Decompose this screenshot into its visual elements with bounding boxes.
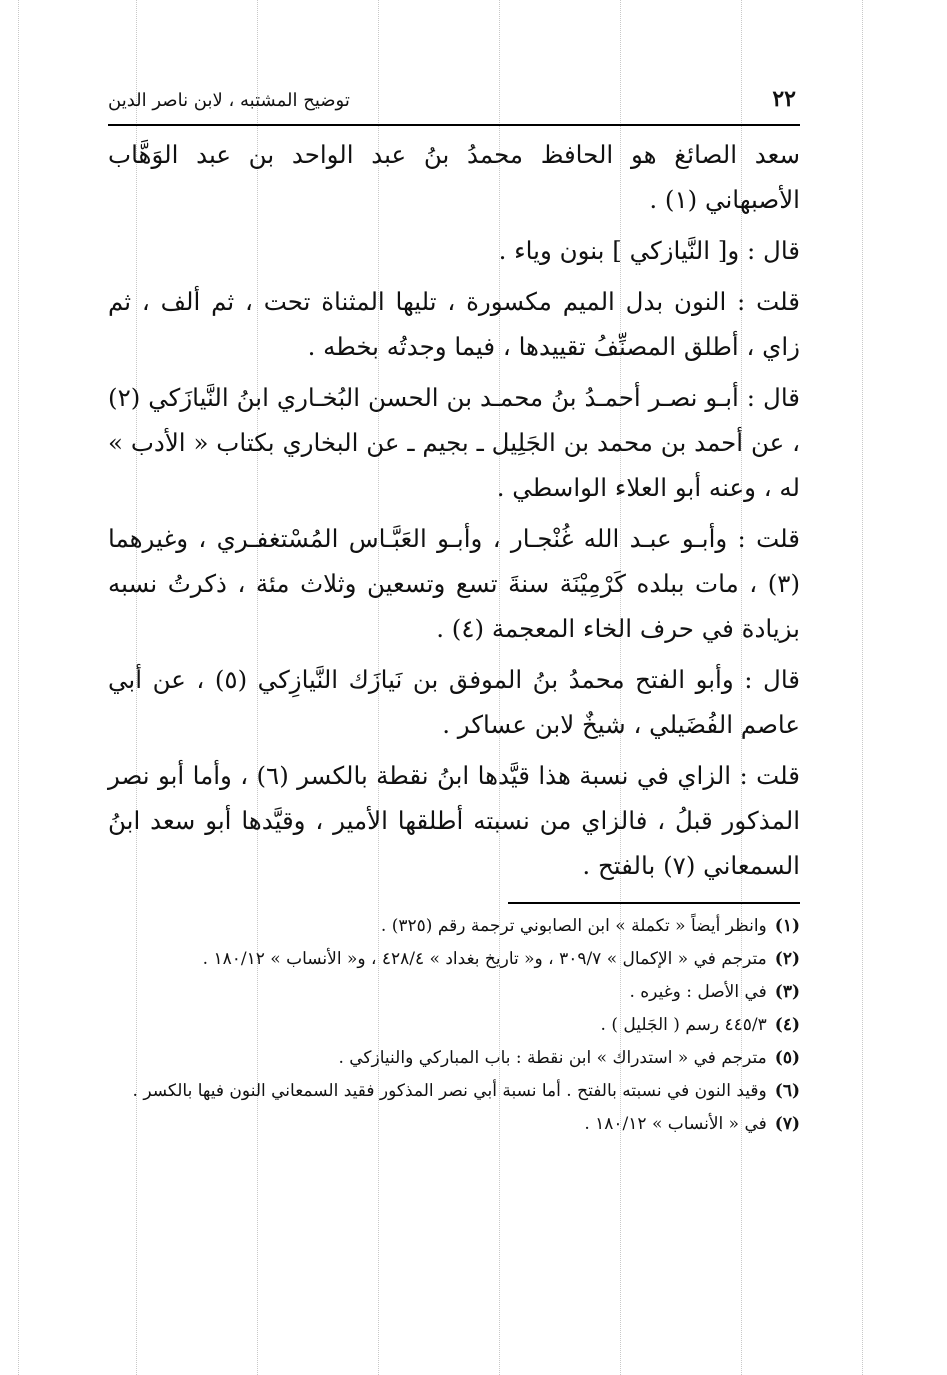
footnote-number: (٦)	[774, 1081, 800, 1101]
footnote-number: (٤)	[774, 1015, 800, 1035]
footnote-text: وانظر أيضاً « تكملة » ابن الصابوني ترجمة رقم (٣٢٥) .	[380, 916, 767, 936]
book-page	[108, 84, 800, 1143]
footnote-text: ٤٤٥/٣ رسم ( الجَليل ) .	[600, 1015, 767, 1035]
scan-guide-line	[18, 0, 19, 1375]
footnote-number: (٥)	[774, 1048, 800, 1068]
paragraph: قلت : النون بدل الميم مكسورة ، تليها المثناة تحت ، ثم ألف ، ثم زاي ، أطلق المصنِّفُ تقييدها ، فيما وجدتُه بخطه .	[108, 287, 800, 361]
book-title: توضيح المشتبه ، لابن ناصر الدين	[108, 90, 350, 111]
footnote-text: مترجم في « الإكمال » ٣٠٩/٧ ، و« تاريخ بغداد » ٤٢٨/٤ ، و« الأنساب » ١٨٠/١٢ .	[202, 949, 767, 969]
footnote-text: وقيد النون في نسبته بالفتح . أما نسبة أبي نصر المذكور فقيد السمعاني النون فيها بالكسر .	[132, 1081, 767, 1101]
page-number: ٢٢	[772, 86, 796, 112]
footnotes	[108, 912, 800, 1139]
paragraph: قال : و[ النَّيازكي ] بنون وياء .	[498, 236, 800, 265]
footnote	[108, 978, 800, 1007]
footnote	[108, 1044, 800, 1073]
footnote-number: (٧)	[774, 1114, 800, 1134]
footnote-separator	[508, 902, 800, 904]
footnote	[108, 912, 800, 941]
footnote-number: (٢)	[774, 949, 800, 969]
footnote-text: في الأصل : وغيره .	[629, 982, 767, 1002]
main-text	[108, 132, 800, 888]
paragraph: قلت : الزاي في نسبة هذا قيَّدها ابنُ نقطة بالكسر (٦) ، وأما أبو نصر المذكور قبلُ ، فالزاي من نسبته أطلقها الأمير ، وقيَّدها أبو سعد ابنُ السمعاني (٧) بالفتح .	[108, 761, 800, 880]
footnote-number: (٣)	[774, 982, 800, 1002]
paragraph: قلت : وأبـو عبـد الله غُنْجـار ، وأبـو العَبَّـاس المُسْتغفـري ، وغيرهما (٣) ، مات ببلده كَرْمِيْنَة سنةَ تسع وتسعين وثلاث مئة ، ذكرتُ نسبه بزيادة في حرف الخاء المعجمة (٤) .	[108, 524, 800, 643]
footnote-text: مترجم في « استدراك » ابن نقطة : باب المباركي والنيازكي .	[338, 1048, 767, 1068]
paragraph: قال : وأبو الفتح محمدُ بنُ الموفق بن نَيازَك النَّيازِكي (٥) ، عن أبي عاصم الفُضَيلي ، شيخٌ لابن عساكر .	[108, 665, 800, 739]
footnote-text: في « الأنساب » ١٨٠/١٢ .	[584, 1114, 767, 1134]
footnote	[108, 945, 800, 974]
paragraph: قال : أبـو نصـر أحمـدُ بنُ محمـد بن الحسن البُخـاري ابنُ النَّيازَكي (٢) ، عن أحمد بن محمد بن الجَلِيل ـ بجيم ـ عن البخاري بكتاب « الأدب » له ، وعنه أبو العلاء الواسطي .	[108, 383, 800, 502]
footnote	[108, 1077, 800, 1106]
footnote-number: (١)	[774, 916, 800, 936]
footnote	[108, 1011, 800, 1040]
scan-guide-line	[862, 0, 863, 1375]
paragraph: سعد الصائغ هو الحافظ محمدُ بنُ عبد الواحد بن عبد الوَهَّاب الأصبهاني (١) .	[108, 140, 800, 214]
running-header	[108, 84, 800, 126]
footnote	[108, 1110, 800, 1139]
